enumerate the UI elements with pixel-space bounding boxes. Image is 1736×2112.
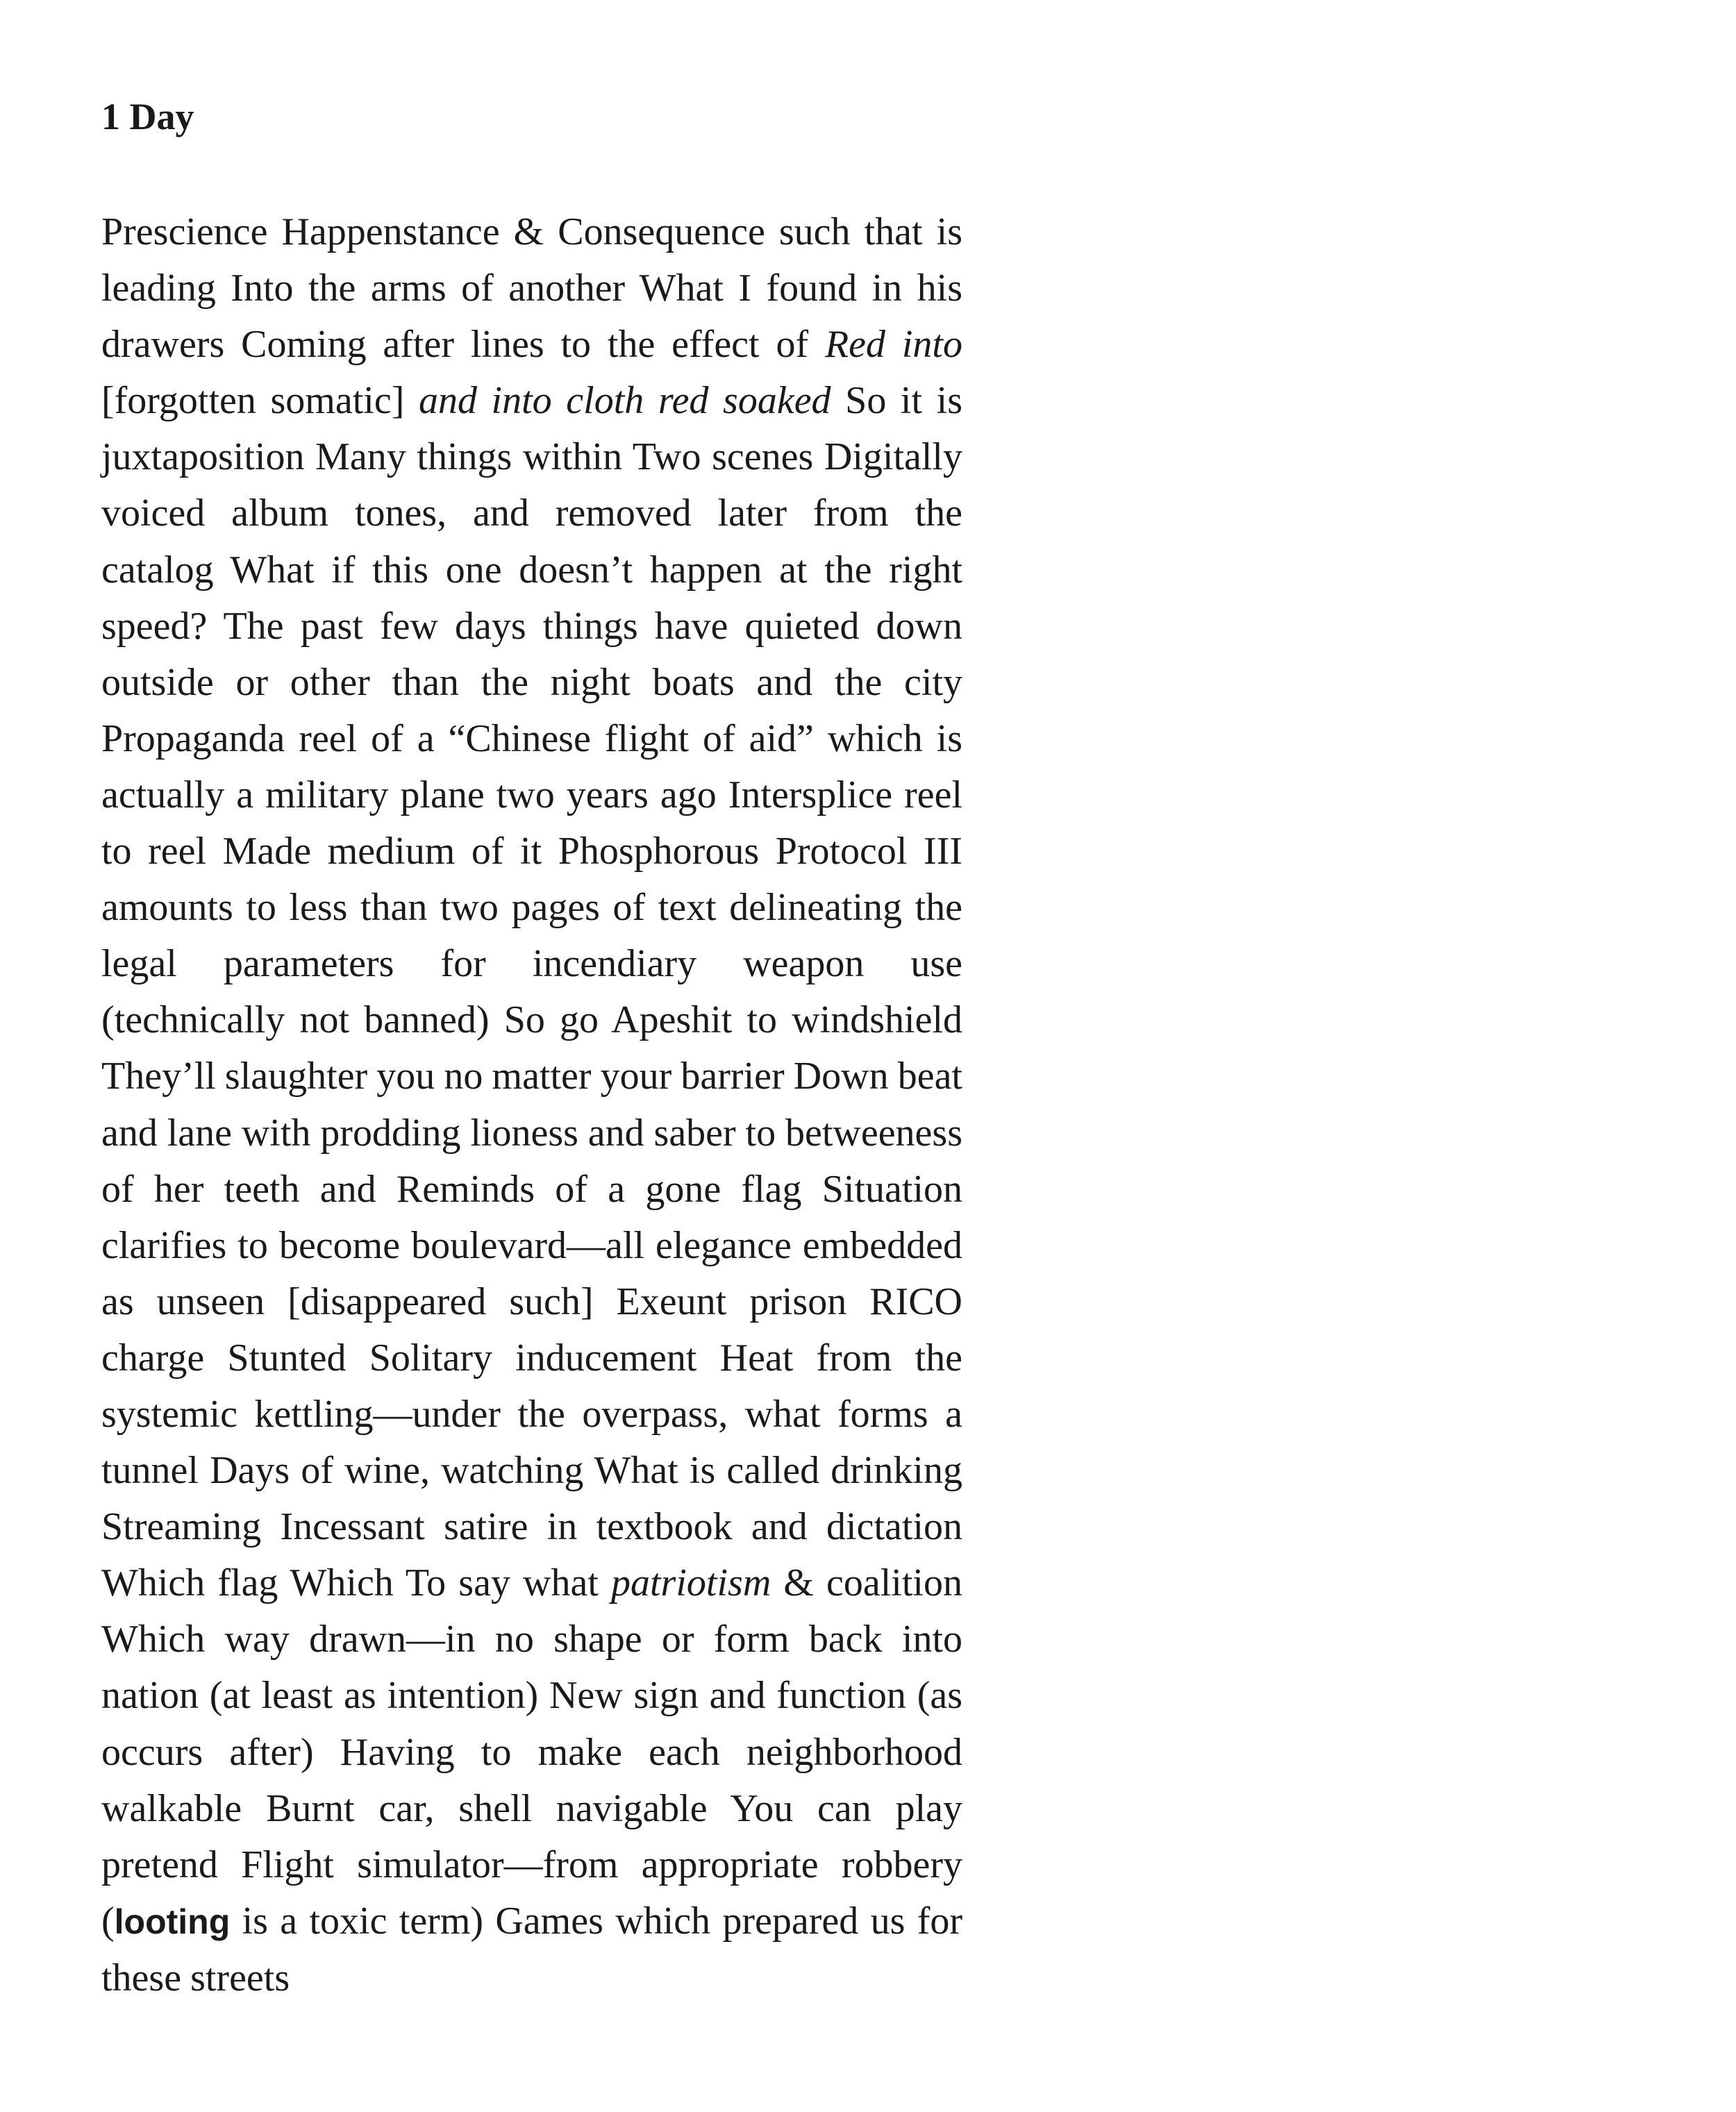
text-run: & coalition Which way drawn—in no shape or form back into nation (at least as intention) New sign and function (as occurs after) Having to make each neighborhood walkable Burnt car, shell navigable You can play pretend Flight simulator—from appropriate robbery (	[101, 1561, 962, 1943]
italic-run-red-into: Red into	[824, 323, 962, 367]
body-paragraph	[101, 204, 962, 2006]
italic-run-patriotism: patriotism	[611, 1561, 771, 1605]
text-run: So it is juxtaposition Many things within Two scenes Digitally voiced album tones, and removed later from the catalog What if this one doesn’t happen at the right speed? The past few days things have quieted down outside or other than the night boats and the city Propaganda reel of a “Chinese flight of aid” which is actually a military plane two years ago Intersplice reel to reel Made medium of it Phosphorous Protocol III amounts to less than two pages of text delineating the legal parameters for incendiary weapon use (technically not banned) So go Apeshit to windshield They’ll slaughter you no matter your barrier Down beat and lane with prodding lioness and saber to betweeness of her teeth and Reminds of a gone flag Situation clarifies to become boulevard—all elegance embedded as unseen [disappeared such] Exeunt prison RICO charge Stunted Solitary inducement Heat from the systemic kettling—under the overpass, what forms a tunnel Days of wine, watching What is called drinking Streaming Incessant satire in textbook and dictation Which flag Which To say what	[101, 379, 962, 1605]
text-run: [forgotten somatic]	[101, 379, 419, 423]
italic-run-cloth-red-soaked: and into cloth red soaked	[418, 379, 831, 423]
section-heading: 1 Day	[101, 96, 194, 137]
text-run: is a toxic term) Games which prepared us for these streets	[101, 1899, 962, 2000]
bold-run-looting: looting	[114, 1902, 231, 1941]
text-run: Prescience Happenstance & Consequence such that is leading Into the arms of another What I found in his drawers Coming after lines to the effect of	[101, 210, 962, 367]
